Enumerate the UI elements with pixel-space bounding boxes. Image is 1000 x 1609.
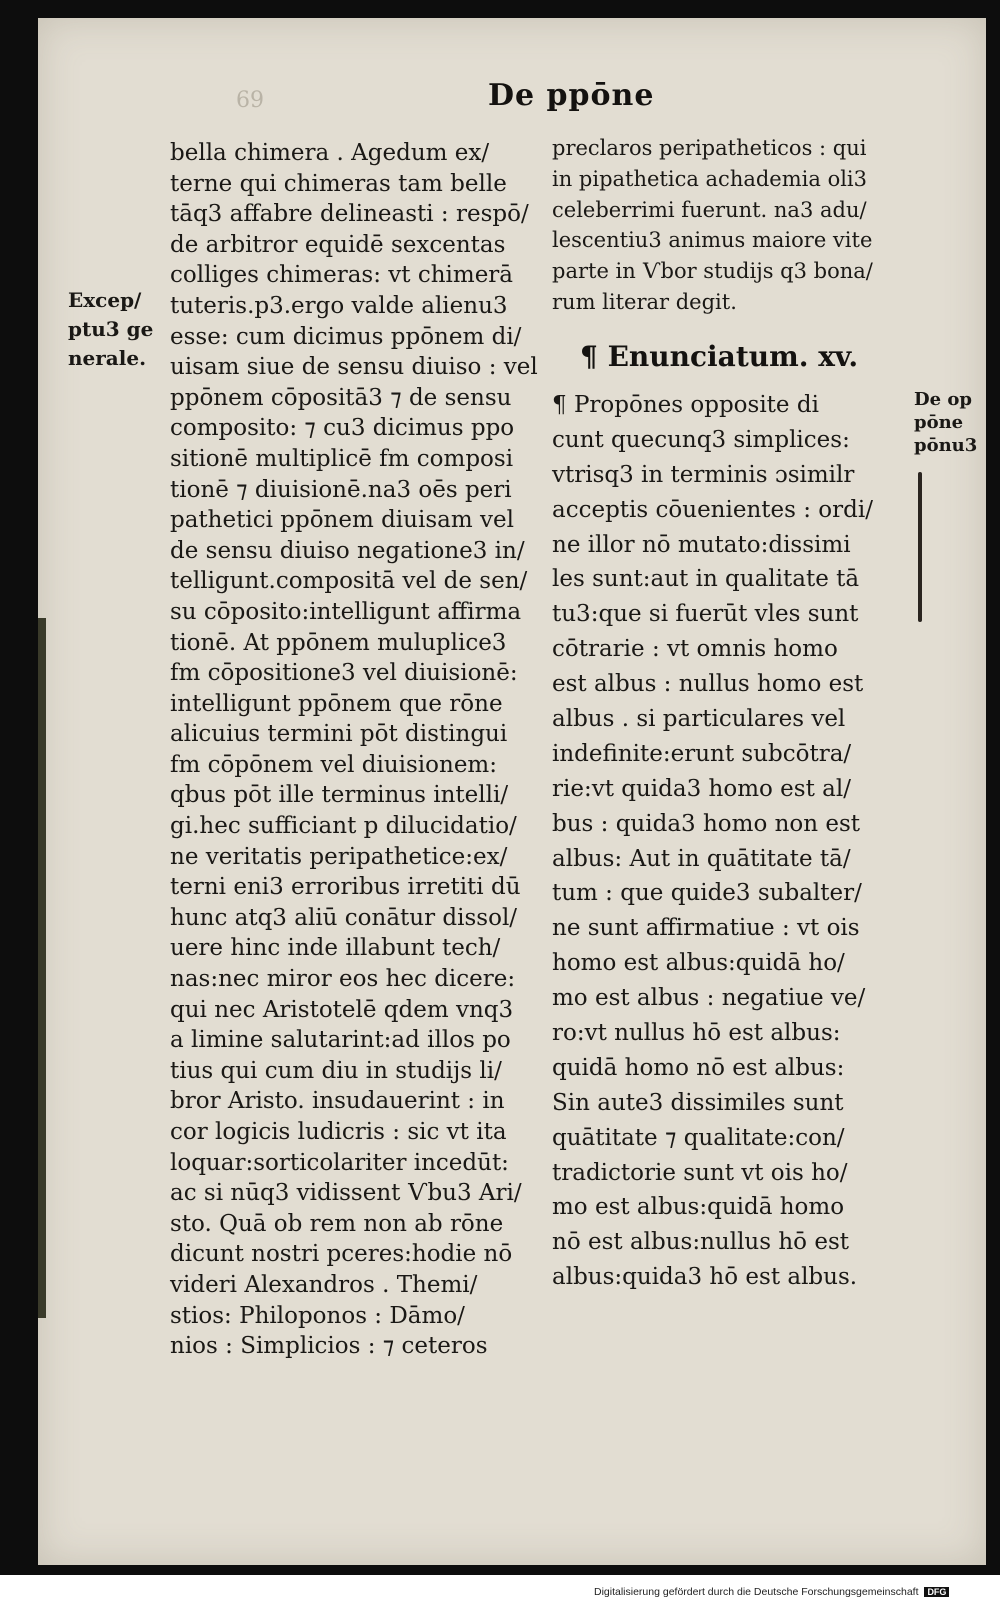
text-line: nō est albus:nullus hō est (552, 1229, 849, 1256)
text-line: cunt quecunq3 simplices: (552, 426, 850, 453)
text-line: vtrisq3 in terminis ɔsimilr (552, 461, 855, 488)
text-line: su cōposito:intelligunt affirma (170, 598, 522, 625)
text-line: les sunt:aut in qualitate tā (552, 566, 860, 593)
text-line: uere hinc inde illabunt tech/ (170, 935, 501, 962)
text-line: celeberrimi fuerunt. na3 adu/ (552, 197, 867, 222)
text-line: albus . si particulares vel (552, 706, 846, 733)
text-line: tum : que quide3 subalter/ (552, 880, 862, 907)
text-line: ro:vt nullus hō est albus: (552, 1020, 841, 1047)
text-line: a limine salutarint:ad illos po (170, 1027, 511, 1054)
text-line: bus : quida3 homo non est (552, 810, 861, 837)
text-line: Sin aute3 dissimiles sunt (552, 1089, 844, 1116)
marginal-note-line: nerale. (68, 346, 147, 370)
text-line: uisam siue de sensu diuiso : vel (170, 354, 538, 381)
text-line (552, 388, 873, 423)
right-column-body (552, 388, 873, 1295)
footer-text: Digitalisierung gefördert durch die Deutsche Forschungsgemeinschaft (594, 1586, 919, 1598)
text-line: composito: ⁊ cu3 dicimus ppo (170, 415, 515, 442)
text-line: ne veritatis peripathetice:ex/ (170, 843, 508, 870)
text-line: albus: Aut in quātitate tā/ (552, 845, 851, 872)
text-line: alicuius termini pōt distingui (170, 721, 508, 748)
marginal-note-line: De op (914, 389, 972, 410)
text-line: intelligunt ppōnem que rōne (170, 690, 503, 717)
text-line: videri Alexandros . Themi/ (170, 1271, 478, 1298)
marginal-note-line: pōnu3 (914, 435, 978, 456)
text-line: qui nec Aristotelē qdem vnq3 (170, 996, 514, 1023)
text-line: de arbitror equidē sexcentas (170, 231, 506, 258)
marginal-note-line: Excep/ (68, 288, 142, 312)
text-line: colliges chimeras: vt chimerā (170, 262, 514, 289)
text-line: cōtrarie : vt omnis homo (552, 636, 838, 663)
text-line: tu3:que si fuerūt vles sunt (552, 601, 859, 628)
marginal-note-right (914, 388, 977, 457)
text-line: sitionē multiplicē fm composi (170, 445, 514, 472)
text-line: ne illor nō mutato:dissimi (552, 531, 851, 558)
text-line: tuteris.p3.ergo valde alienu3 (170, 292, 508, 319)
text-line: lescentiu3 animus maiore vite (552, 228, 873, 253)
text-line: terne qui chimeras tam belle (170, 170, 507, 197)
text-line: fm cōpositione3 vel diuisionē: (170, 660, 518, 687)
text-line: qbus pōt ille terminus intelli/ (170, 782, 509, 809)
text-line: homo est albus:quidā ho/ (552, 950, 845, 977)
text-line: quidā homo nō est albus: (552, 1054, 845, 1081)
text-line: indefinite:erunt subcōtra/ (552, 740, 852, 767)
text-line: tradictorie sunt vt ois ho/ (552, 1159, 848, 1186)
text-line: bror Aristo. insudauerint : in (170, 1088, 505, 1115)
text-line: gi.hec sufficiant p dilucidatio/ (170, 813, 517, 840)
text-line: loquar:sorticolariter incedūt: (170, 1149, 509, 1176)
text-line: mo est albus : negatiue ve/ (552, 985, 866, 1012)
text-line: terni eni3 erroribus irretiti dū (170, 874, 521, 901)
text-line: ppōnem cōpositā3 ⁊ de sensu (170, 384, 512, 411)
marginal-note-line: pōne (914, 412, 964, 433)
text-line: tius qui cum diu in studijs li/ (170, 1057, 502, 1084)
paragraph-mark-icon: ¶ (580, 340, 598, 373)
page-edge-shadow (38, 618, 46, 1318)
text-line: parte in Ѵbor studijs q3 bona/ (552, 259, 873, 284)
text-line: ne sunt affirmatiue : vt ois (552, 915, 860, 942)
text-line: nas:nec miror eos hec dicere: (170, 966, 516, 993)
text-line: rie:vt quida3 homo est al/ (552, 775, 851, 802)
text-line: acceptis cōuenientes : ordi/ (552, 496, 873, 523)
paragraph-mark-icon: ¶ (552, 392, 574, 418)
text-line: mo est albus:quidā homo (552, 1194, 845, 1221)
text-line: stios: Philoponos : Dāmo/ (170, 1302, 465, 1329)
text-line: cor logicis ludicris : sic vt ita (170, 1119, 507, 1145)
text-line: esse: cum dicimus ppōnem di/ (170, 323, 522, 350)
marginal-note-line: ptu3 ge (68, 317, 154, 341)
digitization-credit (594, 1586, 949, 1598)
running-header: De ppōne (488, 78, 655, 113)
text-line: sto. Quā ob rem non ab rōne (170, 1210, 504, 1237)
text-line: tāq3 affabre delineasti : respō/ (170, 201, 529, 228)
right-column-intro (552, 131, 873, 316)
marginal-bracket (918, 472, 922, 622)
section-heading (580, 340, 858, 373)
right-text-column (552, 131, 873, 316)
text-line: in pipathetica achademia oli3 (552, 166, 867, 191)
text-line: ac si nūq3 vidissent Ѵbu3 Ari/ (170, 1180, 522, 1207)
marginal-note-left (68, 286, 153, 373)
text-line: albus:quida3 hō est albus. (552, 1264, 858, 1291)
text-line: hunc atq3 aliū conātur dissol/ (170, 904, 518, 931)
text-line: bella chimera . Agedum ex/ (170, 140, 490, 166)
text-line: tionē. At ppōnem muluplice3 (170, 629, 507, 656)
text-line: pathetici ppōnem diuisam vel (170, 507, 514, 534)
text-line: fm cōpōnem vel diuisionem: (170, 751, 497, 778)
left-text-column (170, 138, 538, 1362)
text-line: quātitate ⁊ qualitate:con/ (552, 1124, 845, 1151)
text-line: dicunt nostri pceres:hodie nō (170, 1241, 513, 1268)
bleed-through-page-number: 69 (236, 88, 264, 113)
text-line: est albus : nullus homo est (552, 671, 864, 698)
text-line: rum literar degit. (552, 289, 737, 314)
text-line-content: Propōnes opposite di (573, 392, 819, 418)
text-line: tionē ⁊ diuisionē.na3 oēs peri (170, 476, 512, 503)
section-heading-text: Enunciatum. xv. (607, 340, 859, 373)
text-line: nios : Simplicios : ⁊ ceteros (170, 1333, 488, 1360)
text-line: telligunt.compositā vel de sen/ (170, 568, 528, 595)
dfg-logo: DFG (924, 1587, 949, 1597)
text-line: de sensu diuiso negatione3 in/ (170, 537, 525, 564)
text-line: preclaros peripatheticos : qui (552, 136, 867, 160)
